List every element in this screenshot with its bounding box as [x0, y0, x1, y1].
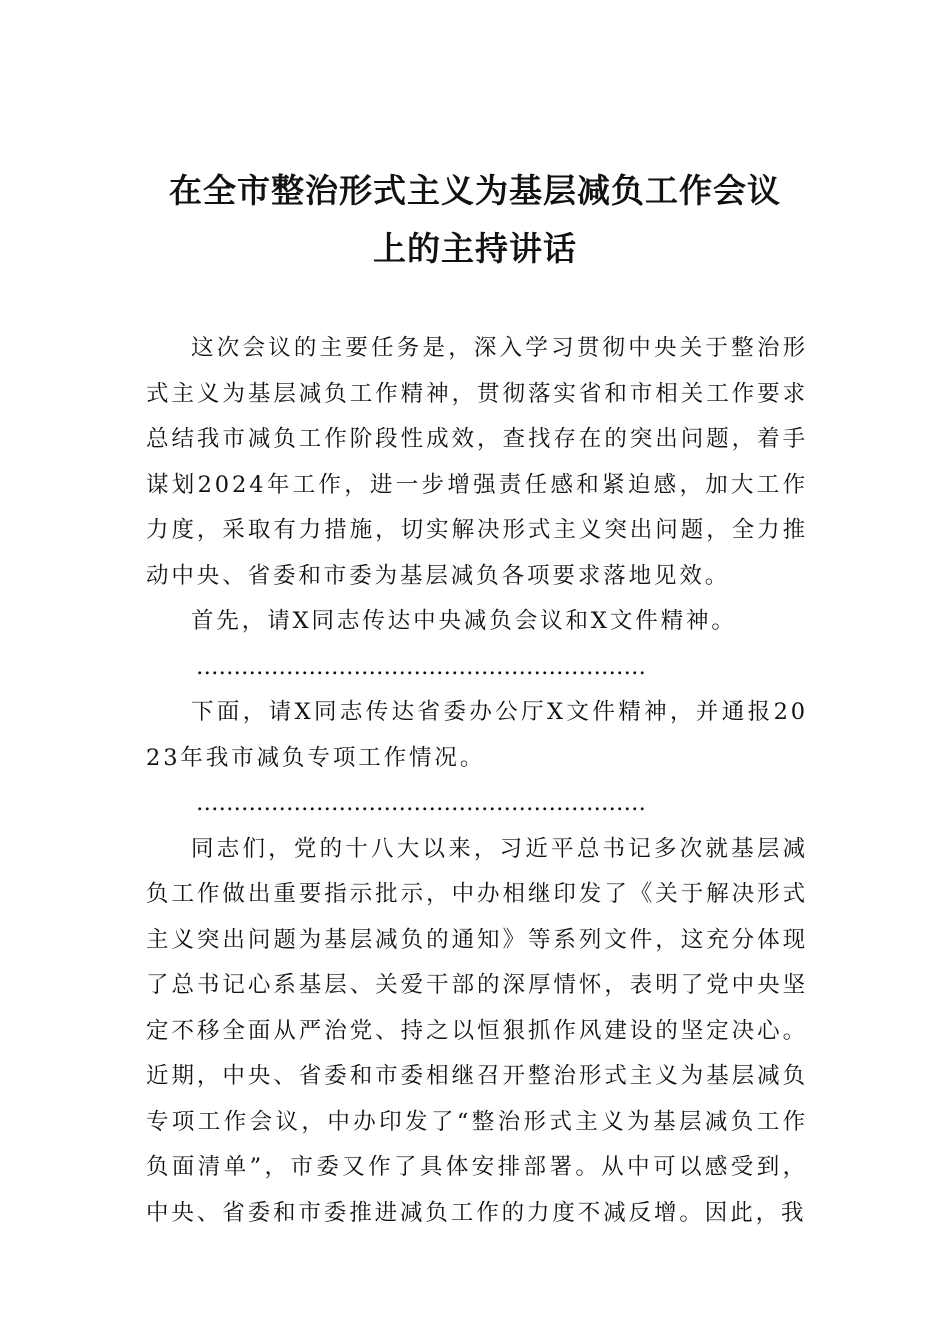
document-title	[140, 162, 810, 278]
paragraph-intro: 这次会议的主要任务是，深入学习贯彻中央关于整治形式主义为基层减负工作精神，贯彻落实省和市相关工作要求总结我市减负工作阶段性成效，查找存在的突出问题，着手谋划2024年工作，进一步增强责任感和紧迫感，加大工作力度，采取有力措施，切实解决形式主义突出问题，全力推动中央、省委和市委为基层减负各项要求落地见效。	[146, 335, 808, 589]
paragraph-first-speaker: 首先，请X同志传达中央减负会议和X文件精神。	[191, 608, 737, 634]
title-line-1: 在全市整治形式主义为基层减负工作会议	[169, 171, 781, 210]
title-line-2: 上的主持讲话	[373, 229, 577, 268]
ellipsis-separator: ……………………………………………………	[196, 790, 646, 816]
document-body	[146, 326, 808, 1236]
paragraph-second-speaker: 下面，请X同志传达省委办公厅X文件精神，并通报2023年我市减负专项工作情况。	[146, 699, 808, 771]
paragraph-main-speech: 同志们，党的十八大以来，习近平总书记多次就基层减负工作做出重要指示批示，中办相继印发了《关于解决形式主义突出问题为基层减负的通知》等系列文件，这充分体现了总书记心系基层、关爱干部的深厚情怀，表明了党中央坚定不移全面从严治党、持之以恒狠抓作风建设的坚定决心。近期，中央、省委和市委相继召开整治形式主义为基层减负专项工作会议，中办印发了“整治形式主义为基层减负工作负面清单”，市委又作了具体安排部署。从中可以感受到，中央、省委和市委推进减负工作的力度不减反增。因此，我	[146, 835, 808, 1226]
ellipsis-separator: ……………………………………………………	[196, 653, 646, 680]
